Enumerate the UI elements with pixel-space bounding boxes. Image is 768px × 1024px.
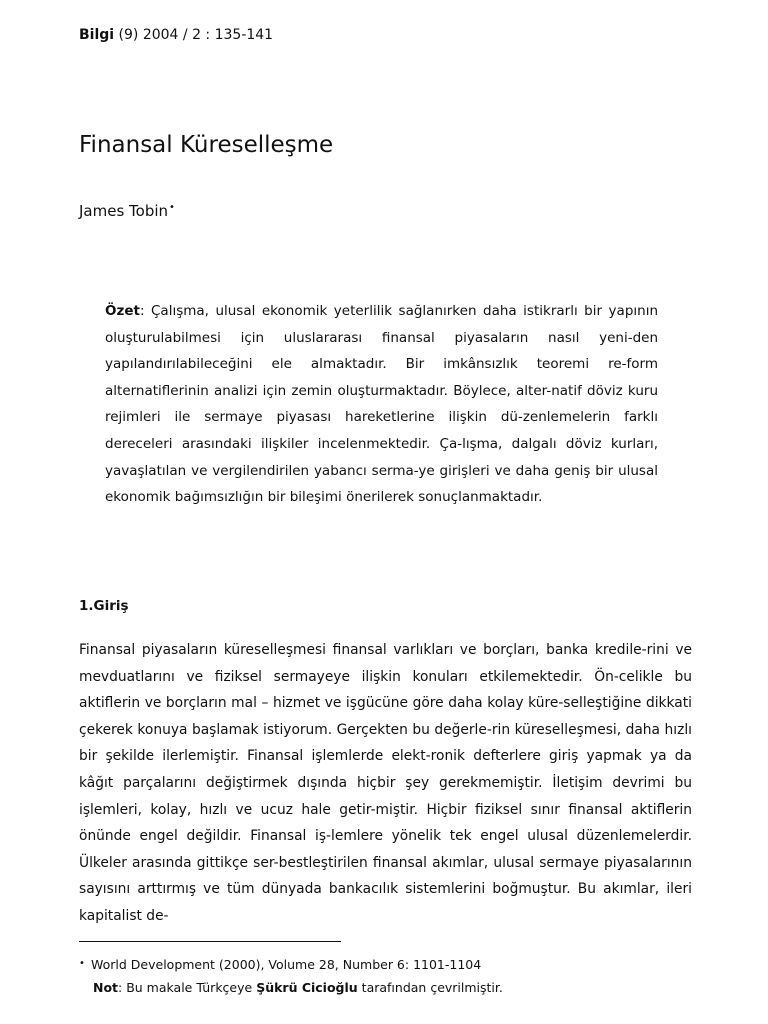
section-body: Finansal piyasaların küreselleşmesi finansal varlıkları ve borçları, banka kredile-rini ve mevduatlarını ve fiziksel sermayeye ilişkin konuları etkilemektedir. Ön-celikle bu aktiflerin ve borçların mal – hizmet ve işgücüne göre daha kolay küre-selleştiğine dikkati çekerek konuya başlamak istiyorum. Gerçekten bu değerle-rin küreselleşmesi, daha hızlı bir şekilde ilerlemiştir. Finansal işlemlerde elekt-ronik defterlere giriş yapmak ya da kâğıt parçalarını değiştirmek dışında hiçbir şey gerekmemiştir. İletişim devrimi bu işlemleri, kolay, hızlı ve ucuz hale getir-miştir. Hiçbir fiziksel sınır finansal aktiflerin önünde engel değildir. Finansal iş-lemlere yönelik tek engel ulusal düzenlemelerdir. Ülkeler arasında gittikçe ser-bestleştirilen finansal akımlar, ulusal sermaye piyasalarının sayısını arttırmış ve tüm dünyada bankacılık sistemlerini boğmuştur. Bu akımlar, ileri kapitalist de- bbox=[79, 642, 692, 924]
footnote-note-pre: : Bu makale Türkçeye bbox=[118, 980, 257, 995]
footnote-note-post: tarafından çevrilmiştir. bbox=[357, 980, 503, 995]
section-heading: 1.Giriş bbox=[79, 598, 129, 614]
author-footnote-marker: • bbox=[169, 202, 175, 213]
abstract-label: Özet bbox=[105, 303, 140, 319]
footnote-note-label: Not bbox=[93, 980, 119, 995]
article-title: Finansal Küreselleşme bbox=[79, 132, 334, 158]
footnote-marker: • bbox=[79, 958, 85, 969]
footnote-note-line bbox=[79, 976, 699, 999]
abstract bbox=[105, 298, 658, 511]
author-name: James Tobin bbox=[79, 202, 169, 220]
footnote-source-line bbox=[79, 952, 699, 976]
journal-issue: (9) 2004 / 2 : 135-141 bbox=[118, 27, 274, 43]
footnote-translator: Şükrü Cicioğlu bbox=[256, 980, 358, 995]
author-line bbox=[79, 198, 175, 221]
abstract-text: : Çalışma, ulusal ekonomik yeterlilik sağlanırken daha istikrarlı bir yapının oluşturulabilmesi için uluslararası finansal piyasaların nasıl yeni-den yapılandırılabileceğini ele almaktadır. Bir imkânsızlık teoremi re-form alternatiflerinin analizi için zemin oluşturmaktadır. Böylece, alter-natif döviz kuru rejimleri ile sermaye piyasası hareketlerine ilişkin dü-zenlemelerin farklı dereceleri arasındaki ilişkiler incelenmektedir. Ça-lışma, dalgalı döviz kurları, yavaşlatılan ve vergilendirilen yabancı serma-ye girişleri ve daha geniş bir ulusal ekonomik bağımsızlığın bir bileşimi önerilerek sonuçlanmaktadır. bbox=[105, 303, 658, 506]
journal-name: Bilgi bbox=[79, 27, 115, 43]
footnote-divider bbox=[79, 941, 341, 942]
footnote-source: World Development (2000), Volume 28, Number 6: 1101-1104 bbox=[91, 957, 482, 972]
journal-header bbox=[79, 26, 273, 44]
footnote bbox=[79, 952, 699, 999]
